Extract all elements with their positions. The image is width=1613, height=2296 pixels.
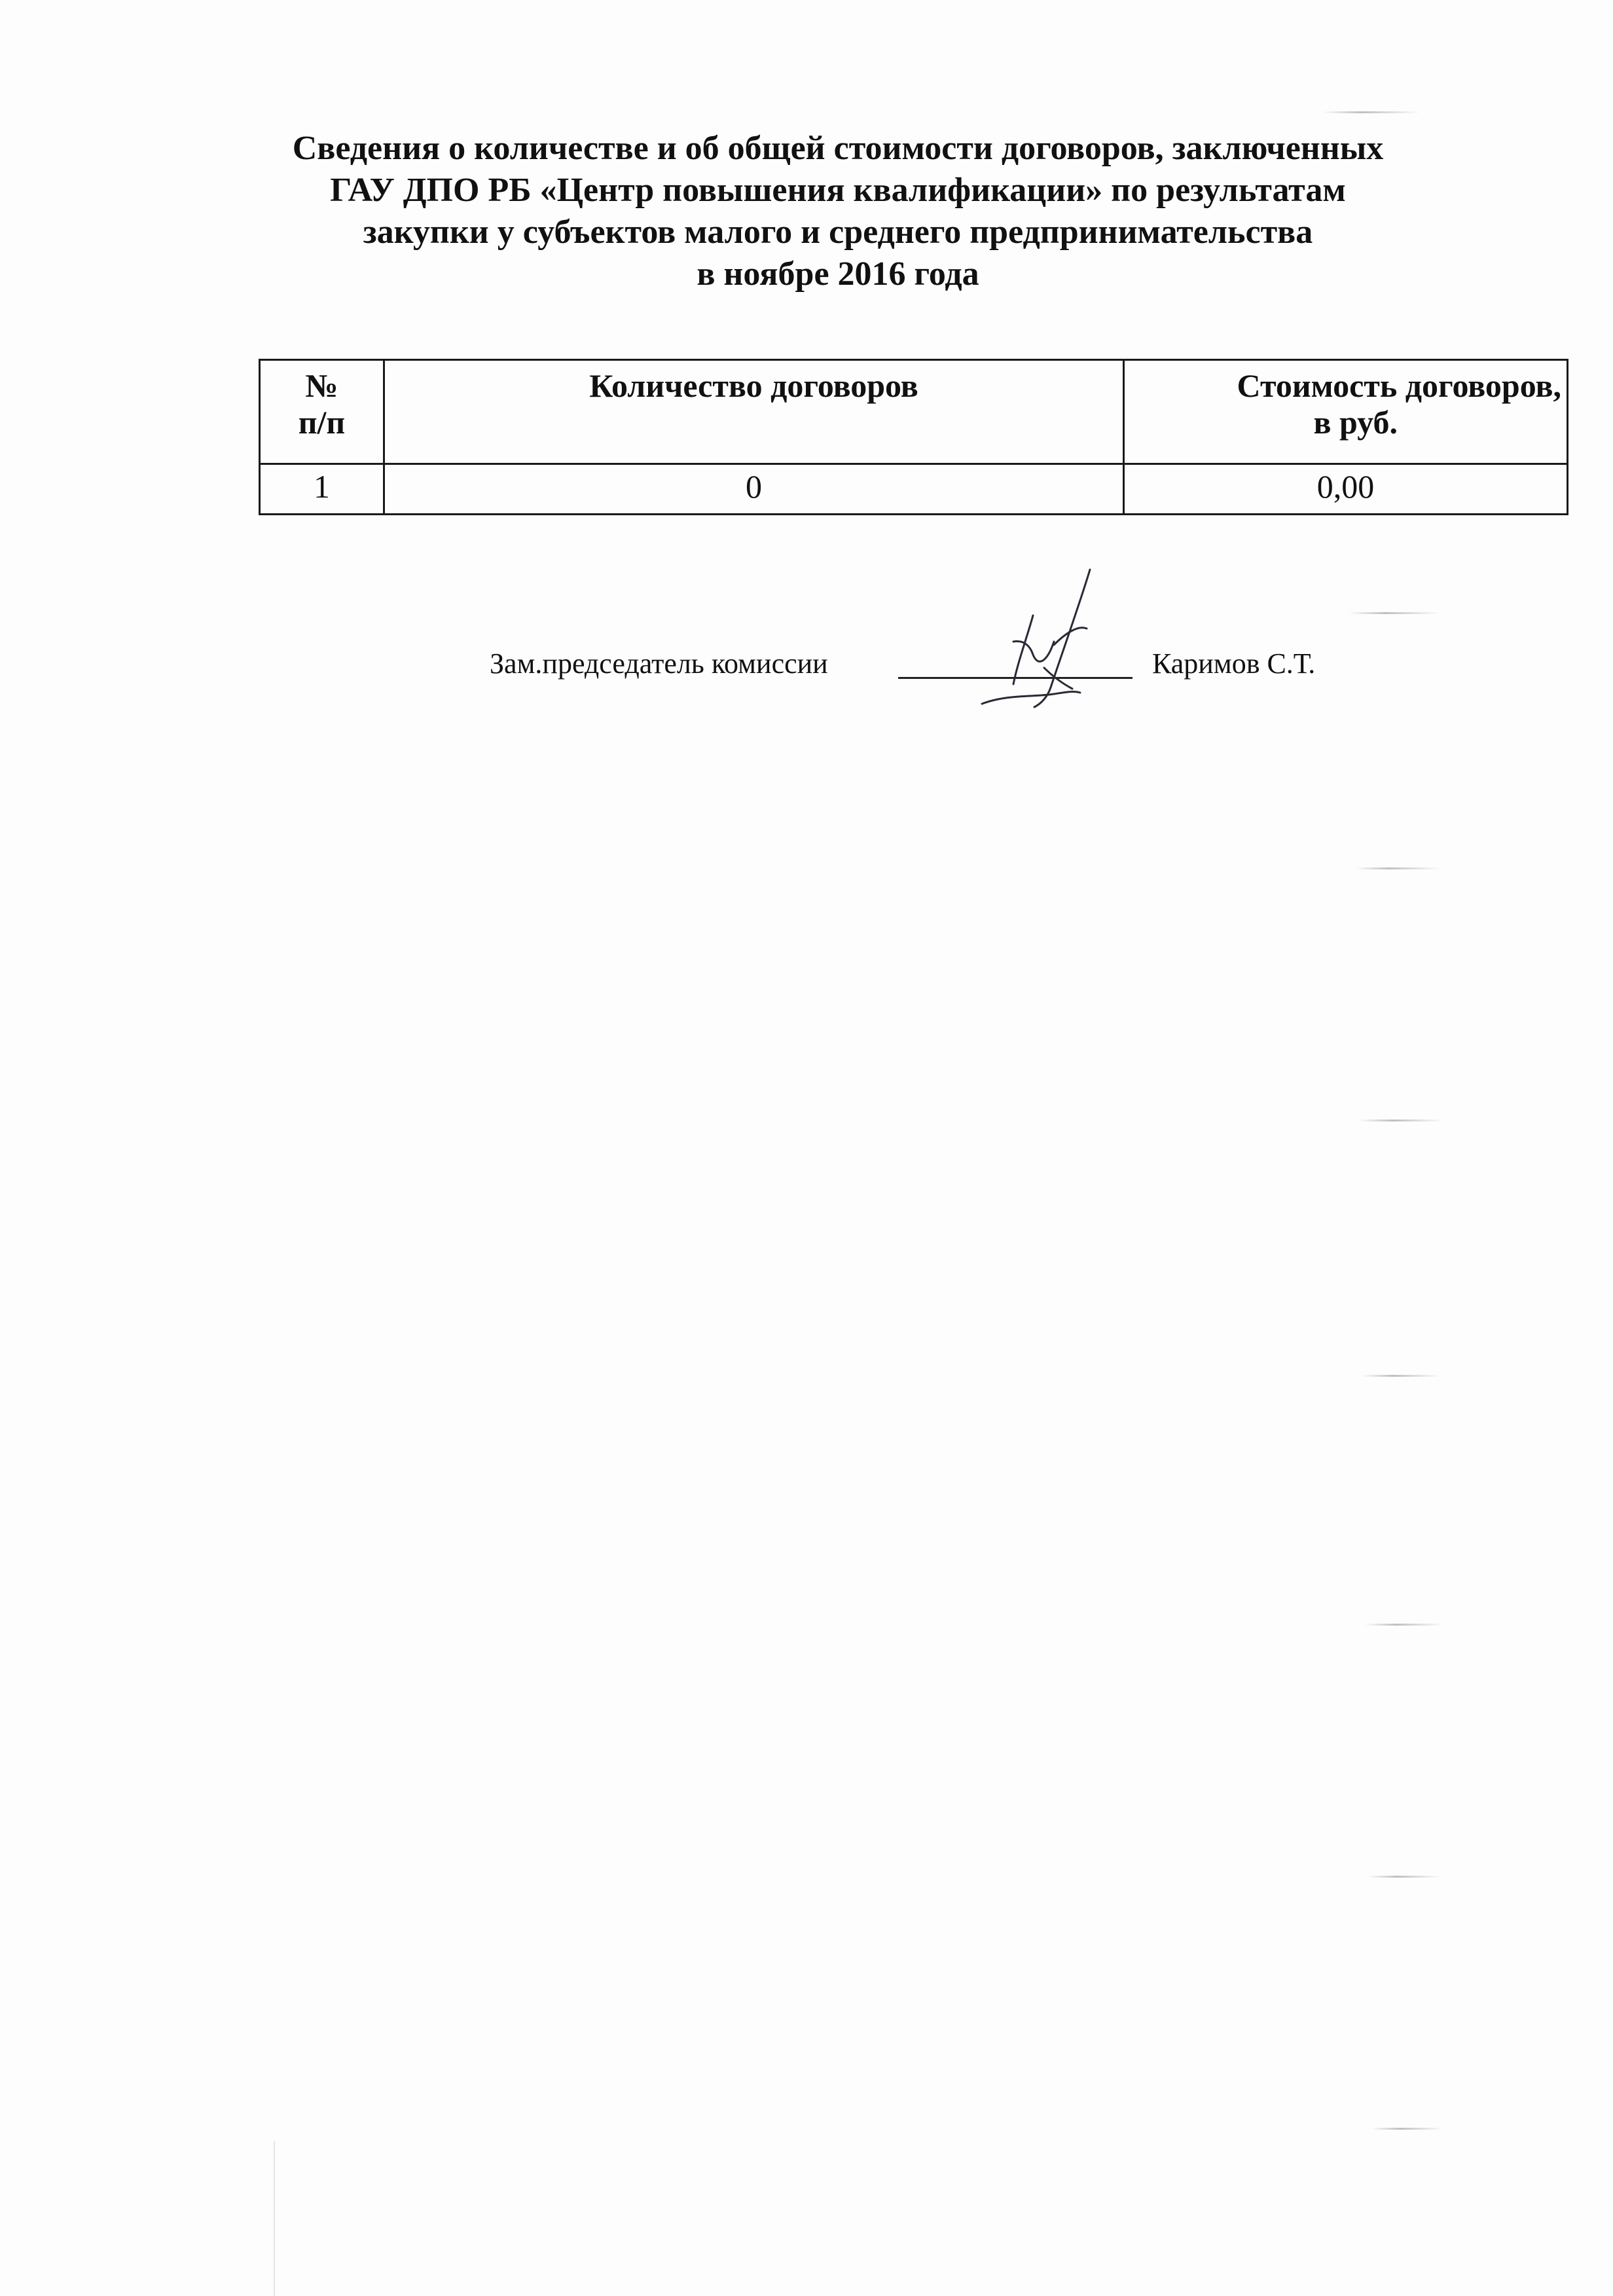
title-line-1: Сведения о количестве и об общей стоимости договоров, заключенных xyxy=(292,130,1384,167)
signature-block xyxy=(0,0,1613,786)
scan-artifact xyxy=(1368,1876,1440,1878)
title-line-3: закупки у субъектов малого и среднего предпринимательства xyxy=(363,213,1313,251)
signatory-name: Каримов С.Т. xyxy=(1152,647,1316,680)
cell-count: 0 xyxy=(384,464,1124,515)
scan-artifact xyxy=(1371,2128,1443,2130)
signatory-position: Зам.председатель комиссии xyxy=(490,647,828,680)
title-line-4: в ноябре 2016 года xyxy=(697,255,979,293)
header-number-line-2: п/п xyxy=(298,404,346,441)
handwritten-signature-icon xyxy=(956,563,1126,720)
scan-binding-edge xyxy=(274,2141,275,2296)
title-line-2: ГАУ ДПО РБ «Центр повышения квалификации» по результатам xyxy=(330,172,1346,209)
header-cost-line-2: в руб. xyxy=(1313,404,1398,441)
cell-cost: 0,00 xyxy=(1124,464,1568,515)
scan-artifact xyxy=(1365,1624,1443,1626)
header-cost-line-1: Стоимость договоров, xyxy=(1237,367,1561,404)
cell-number: 1 xyxy=(260,464,384,515)
scan-artifact xyxy=(1362,1375,1440,1377)
header-contract-count: Количество договоров xyxy=(384,360,1124,464)
header-number-line-1: № xyxy=(305,367,338,404)
scan-artifact xyxy=(1355,867,1440,869)
scan-artifact xyxy=(1358,1120,1443,1121)
